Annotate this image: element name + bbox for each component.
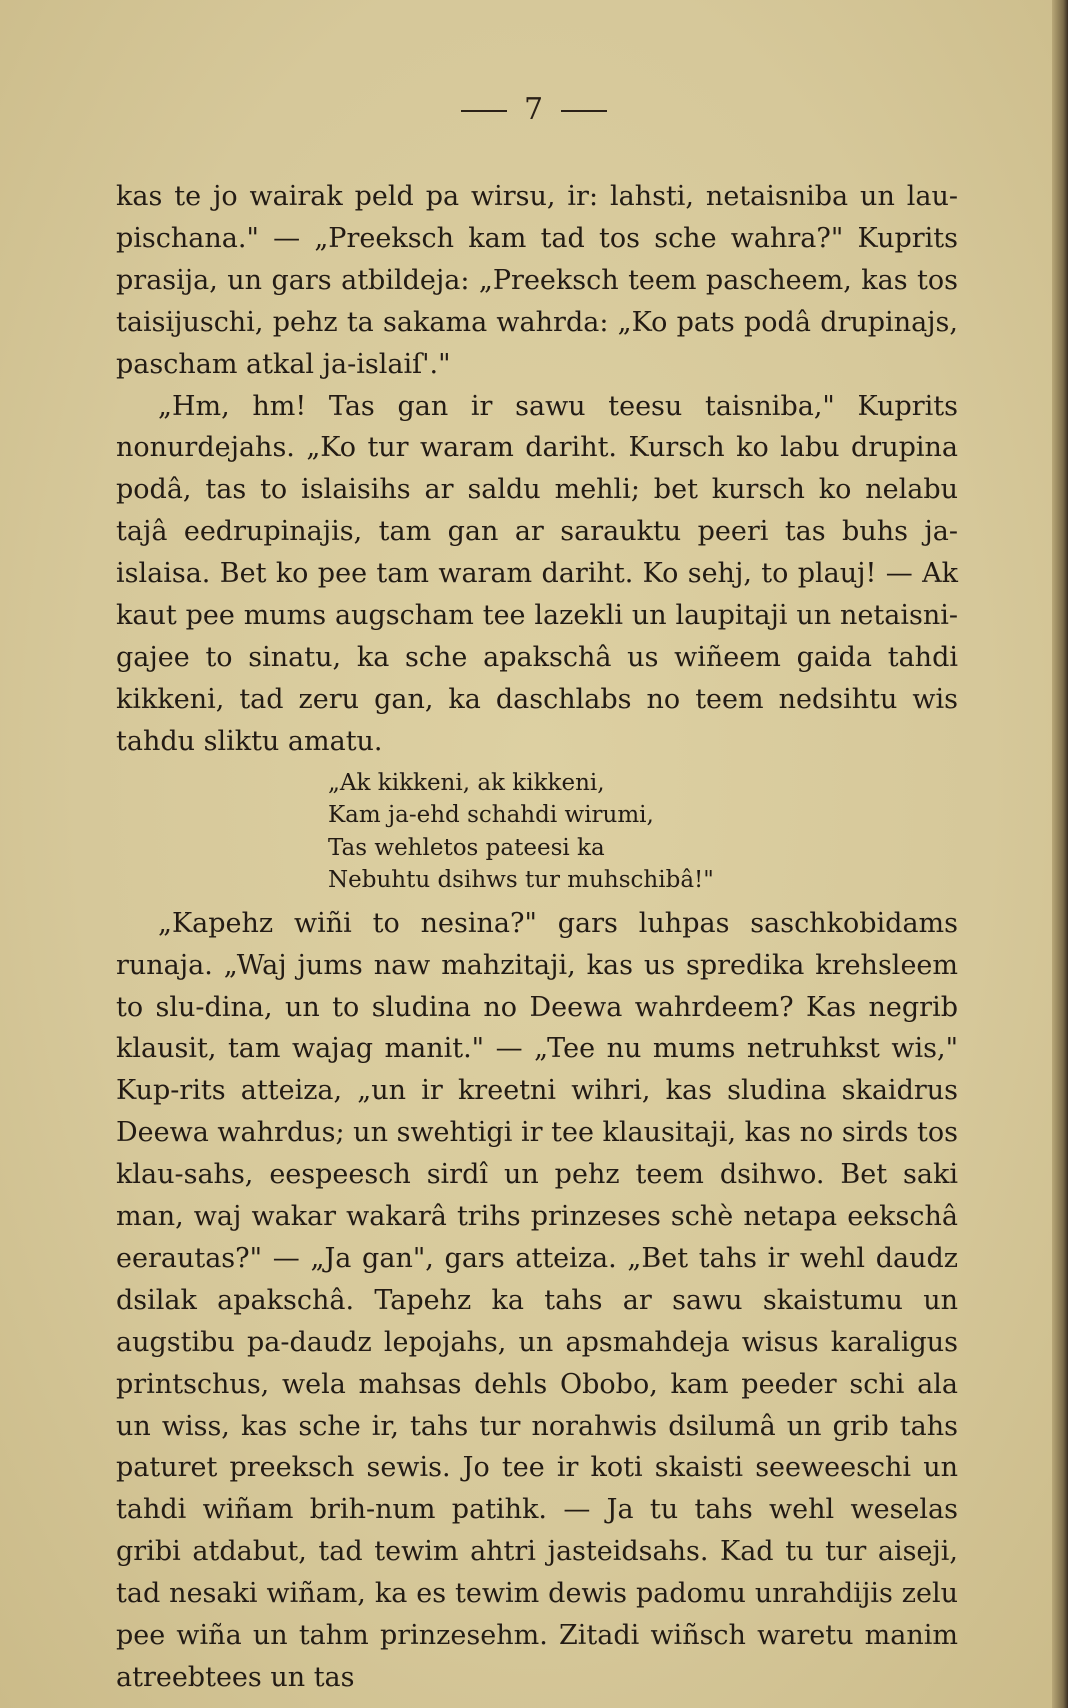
ornament-right	[561, 110, 607, 112]
paragraph-2: „Hm, hm! Tas gan ir sawu teesu taisniba," Kuprits nonurdejahs. „Ko tur waram dariht. Kursch ko labu drupina podâ, tas to islaisihs ar saldu mehli; bet kursch ko nelabu tajâ eedrupinajis, tam gan ar sarauktu peeri tas buhs ja-islaisa. Bet ko pee tam waram dariht. Ko sehj, to plauj! — Ak kaut pee mums augscham tee lazekli un laupitaji un netaisni-gajee to sinatu, ka sche apakschâ us wiñeem gaida tahdi kikkeni, tad zeru gan, ka daschlabs no teem nedsihtu wis tahdu sliktu amatu.	[116, 390, 958, 757]
poem-line: Nebuhtu dsihws tur muhschibâ!"	[328, 867, 714, 894]
poem-line: Kam ja-ehd schahdi wirumi,	[328, 802, 654, 829]
ornament-left	[461, 110, 507, 112]
poem-line: Tas wehletos pateesi ka	[328, 834, 605, 861]
poem	[328, 767, 958, 897]
page-number: 7	[523, 92, 545, 127]
page-number-header	[0, 92, 1068, 127]
paragraph-3: „Kapehz wiñi to nesina?" gars luhpas saschkobidams runaja. „Waj jums naw mahzitaji, kas us spredika krehsleem to slu-dina, un to sludina no Deewa wahrdeem? Kas negrib klausit, tam wajag manit." — „Tee nu mums netruhkst wis," Kup-rits atteiza, „un ir kreetni wihri, kas sludina skaidrus Deewa wahrdus; un swehtigi ir tee klausitaji, kas no sirds tos klau-sahs, eespeesch sirdî un pehz teem dsihwo. Bet saki man, waj wakar wakarâ trihs prinzeses schè netapa eekschâ eerautas?" — „Ja gan", gars atteiza. „Bet tahs ir wehl daudz dsilak apakschâ. Tapehz ka tahs ar sawu skaistumu un augstibu pa-daudz lepojahs, un apsmahdeja wisus karaligus printschus, wela mahsas dehls Obobo, kam peeder schi ala un wiss, kas sche ir, tahs tur norahwis dsilumâ un grib tahs paturet preeksch sewis. Jo tee ir koti skaisti seeweeschi un tahdi wiñam brih-num patihk. — Ja tu tahs wehl weselas gribi atdabut, tad tewim ahtri jasteidsahs. Kad tu tur aiseji, tad nesaki wiñam, ka es tewim dewis padomu unrahdijis zelu pee wiña un tahm prinzesehm. Zitadi wiñsch waretu manim atreebtees un tas	[116, 907, 958, 1693]
poem-line: „Ak kikkeni, ak kikkeni,	[328, 769, 605, 796]
page-edge	[1052, 0, 1068, 1708]
body-text	[116, 176, 958, 1699]
paragraph-1: kas te jo wairak peld pa wirsu, ir: lahsti, netaisniba un lau-pischana." — „Preeksch kam tad tos sche wahra?" Kuprits prasija, un gars atbildeja: „Preeksch teem pascheem, kas tos taisijuschi, pehz ta sakama wahrda: „Ko pats podâ drupinajs, pascham atkal ja-islaiſ'."	[116, 181, 958, 380]
